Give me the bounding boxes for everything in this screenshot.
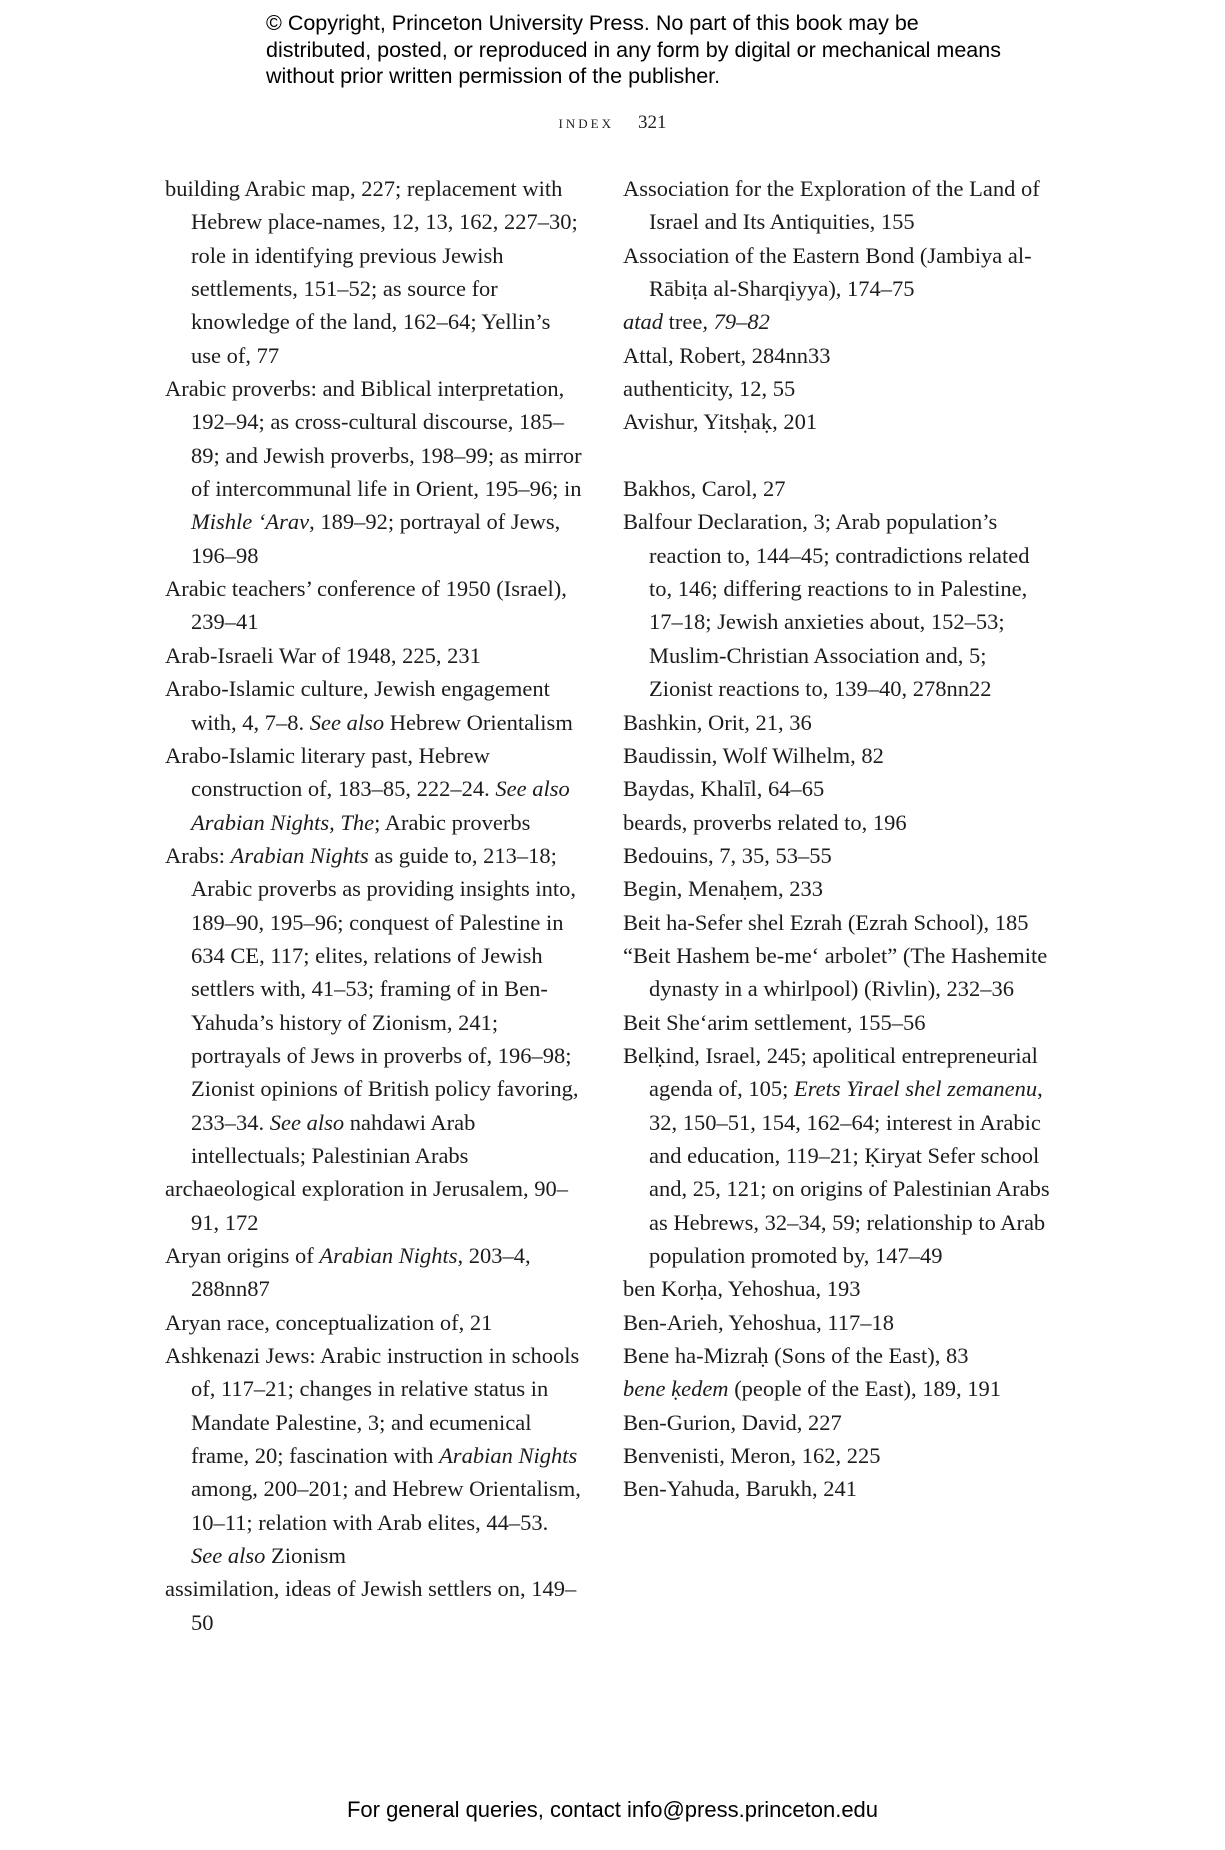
running-head-label: index [558, 112, 614, 133]
index-entry-text: Ben-Gurion, David, 227 [623, 1409, 842, 1435]
index-entry-text: authenticity, 12, 55 [623, 376, 796, 402]
index-entry-text: nahdawi Arab intellectuals; Palestinian Arabs [191, 1109, 476, 1168]
index-entry [165, 839, 585, 1172]
index-entry [165, 639, 585, 672]
index-entry-text: building Arabic map, 227; replacement with Hebrew place-names, 12, 13, 162, 227–30; role in identifying previous Jewish settlements, 151–52; as source for knowledge of the land, 162–64; Yellin’s use of, 77 [165, 176, 578, 368]
index-entry-italic-text: See also [191, 1543, 266, 1569]
index-entry-text: among, 200–201; and Hebrew Orientalism, 10–11; relation with Arab elites, 44–53. [191, 1476, 581, 1535]
index-entry-text: Baydas, Khalīl, 64–65 [623, 776, 825, 802]
index-entry-text: Aryan race, conceptualization of, 21 [165, 1309, 493, 1335]
index-entry-text: assimilation, ideas of Jewish settlers on, 149–50 [165, 1576, 577, 1635]
index-entry-text: Attal, Robert, 284nn33 [623, 342, 831, 368]
index-entry [165, 672, 585, 739]
index-entry [623, 239, 1053, 306]
index-entry-text: Bakhos, Carol, 27 [623, 476, 786, 502]
index-entry-text: Balfour Declaration, 3; Arab population’s reaction to, 144–45; contradictions related to, 146; differing reactions to in Palestine, 17–18; Jewish anxieties about, 152–53; Muslim-Christian Association and, 5; Zionist reactions to, 139–40, 278nn22 [623, 509, 1030, 702]
index-entry-italic-text: Mishle ‘Arav [191, 509, 310, 535]
index-entry-italic-text: bene ḳedem [623, 1376, 729, 1402]
index-entry [623, 1472, 1053, 1505]
index-entry [623, 906, 1053, 939]
index-entry-text: Association of the Eastern Bond (Jambiya al-Rābiṭa al-Sharqiyya), 174–75 [623, 242, 1032, 302]
index-entry-italic-text: Erets Yirael shel zemanenu [793, 1076, 1038, 1102]
index-entry [165, 172, 585, 372]
index-entry-text: tree [663, 309, 703, 335]
index-entry [623, 405, 1053, 438]
index-entry-text: Arabo-Islamic culture, Jewish engagement with, 4, 7–8. [165, 676, 550, 735]
index-entry-text: as guide to, 213–18; Arabic proverbs as providing insights into, 189–90, 195–96; conquest of Palestine in 634 CE, 117; elites, relations of Jewish settlers with, 41–53; framing of in Ben-Yahuda’s history of Zionism, 241; portrayals of Jews in proverbs of, 196–98; Zionist opinions of British policy favoring, 233–34. [191, 842, 579, 1135]
index-entry-italic-text: Arabian Nights [319, 1243, 458, 1268]
index-entry-text: , 189–92; portrayal of Jews, 196–98 [191, 509, 561, 568]
index-entry [623, 1372, 1053, 1405]
index-entry [623, 1006, 1053, 1039]
index-entry [623, 872, 1053, 905]
footer-contact: For general queries, contact info@press.princeton.edu [346, 1797, 879, 1822]
index-entry-text: Bene ha-Mizraḥ (Sons of the East), 83 [623, 1343, 969, 1369]
index-entry [623, 372, 1053, 405]
index-entry [165, 739, 585, 839]
index-entry-text: Beit ha-Sefer shel Ezrah (Ezrah School), 185 [623, 909, 1029, 935]
index-entry-italic-text: Arabian Nights [439, 1443, 578, 1469]
index-entry-italic-text: Arabian Nights [230, 842, 369, 868]
index-entry [623, 939, 1053, 1006]
index-entry-text: Arabic teachers’ conference of 1950 (Israel), 239–41 [165, 576, 567, 635]
index-entry [623, 739, 1053, 772]
index-entry [623, 1272, 1053, 1305]
index-entry-text: Hebrew Orientalism [384, 709, 573, 735]
index-entry-italic-text: See also [309, 709, 385, 735]
index-entry-text: Beit She‘arim settlement, 155–56 [623, 1009, 926, 1035]
index-entry [623, 339, 1053, 372]
index-entry-text: Arab-Israeli War of 1948, 225, 231 [165, 642, 481, 668]
index-entry-text: Aryan origins of [165, 1243, 320, 1268]
index-entry [623, 1306, 1053, 1339]
index-entry [165, 572, 585, 639]
index-entry [623, 305, 1053, 338]
index-entry-text: , 32, 150–51, 154, 162–64; interest in Arabic and education, 119–21; Ḳiryat Sefer school and, 25, 121; on origins of Palestinian Arabs as Hebrews, 32–34, 59; relationship to Arab population promoted by, 147–49 [649, 1076, 1050, 1268]
index-entry-text: Baudissin, Wolf Wilhelm, 82 [623, 742, 884, 768]
index-entry-text: Benvenisti, Meron, 162, 225 [623, 1443, 881, 1469]
index-entry-text: Ben-Arieh, Yehoshua, 117–18 [623, 1309, 895, 1335]
index-entry-text: Ashkenazi Jews: Arabic instruction in schools of, 117–21; changes in relative status in Mandate Palestine, 3; and ecumenical frame, 20; fascination with [165, 1343, 580, 1469]
index-entry-text: ; Arabic proverbs [374, 809, 531, 835]
index-entry-text: (people of the East), 189, 191 [728, 1376, 1001, 1402]
index-entry-text: Association for the Exploration of the Land of Israel and Its Antiquities, 155 [623, 176, 1040, 235]
index-entry-text: Avishur, Yitsḥaḳ, 201 [623, 409, 818, 435]
index-entry-text: Zionism [265, 1543, 346, 1569]
index-entry [623, 772, 1053, 805]
index-entry-italic-text: See also Arabian Nights, The [191, 776, 570, 835]
index-entry [623, 172, 1053, 239]
index-entry [623, 706, 1053, 739]
index-entry-text: “Beit Hashem be-me‘ arbolet” (The Hashemite dynasty in a whirlpool) (Rivlin), 232–36 [623, 942, 1048, 1002]
index-entry-text: archaeological exploration in Jerusalem, 90–91, 172 [165, 1176, 568, 1235]
index-entry [623, 1039, 1053, 1272]
index-entry-italic-text: , 79–82 [702, 309, 770, 335]
index-entry [623, 505, 1053, 705]
index-entry [165, 1239, 585, 1306]
index-entry-text: Ben-Yahuda, Barukh, 241 [623, 1476, 857, 1502]
index-entry-text: , 203–4, 288nn87 [191, 1243, 531, 1302]
index-entry [623, 1406, 1053, 1439]
index-entry-text: Arabs: [165, 842, 231, 868]
index-entry-text: Bedouins, 7, 35, 53–55 [623, 842, 832, 868]
index-entry [623, 472, 1053, 505]
index-entry [165, 1306, 585, 1339]
letter-section-gap [623, 439, 1053, 472]
page-number: 321 [637, 112, 667, 133]
index-entry [165, 1339, 585, 1572]
index-entry [623, 839, 1053, 872]
index-entry [623, 806, 1053, 839]
index-entry-text: Belḳind, Israel, 245; apolitical entrepreneurial agenda of, 105; [623, 1042, 1038, 1102]
index-column-right [623, 172, 1053, 1506]
index-entry-text: Arabic proverbs: and Biblical interpretation, 192–94; as cross-cultural discourse, 185–89; and Jewish proverbs, 198–99; as mirror of intercommunal life in Orient, 195–96; in [165, 376, 582, 502]
index-entry [165, 372, 585, 572]
index-entry-text: ben Korḥa, Yehoshua, 193 [623, 1276, 861, 1302]
index-entry [623, 1339, 1053, 1372]
index-entry [623, 1439, 1053, 1472]
index-entry-text: beards, proverbs related to, 196 [623, 809, 907, 835]
index-entry-italic-text: atad [623, 309, 664, 335]
index-entry-italic-text: See also [269, 1109, 345, 1135]
index-entry-text: Arabo-Islamic literary past, Hebrew construction of, 183–85, 222–24. [165, 742, 496, 802]
running-head [0, 112, 1225, 134]
copyright-notice: © Copyright, Princeton University Press. No part of this book may be distributed, posted, or reproduced in any form by digital or mechanical means without prior written permission of the publisher. [266, 11, 1001, 88]
index-entry [165, 1172, 585, 1239]
index-entry-text: Bashkin, Orit, 21, 36 [623, 709, 812, 735]
index-entry-text: Begin, Menaḥem, 233 [623, 876, 823, 902]
index-column-left [165, 172, 585, 1639]
index-entry [165, 1572, 585, 1639]
